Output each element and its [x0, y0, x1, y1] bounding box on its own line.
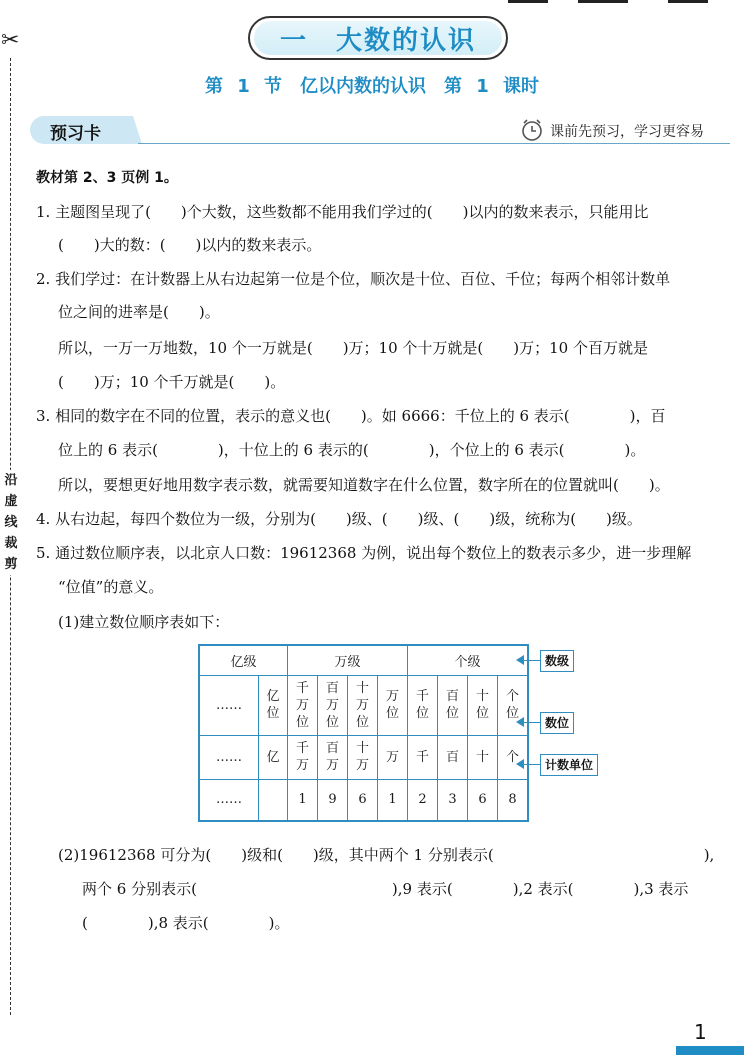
scissors-icon: ✂ — [1, 28, 20, 53]
place-cell: 亿 位 — [259, 675, 288, 735]
question-2-line-3: 所以，一万一万地数，10 个一万就是( )万；10 个十万就是( )万；10 个百万就是 — [58, 339, 648, 357]
question-2-line-1: 2. 我们学过：在计数器上从右边起第一位是个位，顺次是十位、百位、千位；每两个相邻计数单 — [36, 270, 671, 288]
unit-cell: 百 万 — [318, 735, 348, 779]
preview-label: 预习卡 — [50, 124, 101, 144]
digit-cell — [259, 779, 288, 821]
unit-cell: 个 — [498, 735, 529, 779]
question-5-sub-1: (1)建立数位顺序表如下： — [58, 613, 230, 631]
digit-cell: 1 — [378, 779, 408, 821]
level-cell: 亿级 — [199, 645, 288, 675]
digit-cell: 8 — [498, 779, 529, 821]
unit-cell: 十 万 — [348, 735, 378, 779]
place-cell: 百 位 — [438, 675, 468, 735]
cut-label: 沿 虚 线 裁 剪 — [2, 470, 20, 575]
place-cell: 千 位 — [408, 675, 438, 735]
question-5-line-1: 5. 通过数位顺序表，以北京人口数：19612368 为例，说出每个数位上的数表示多少，进一步理解 — [36, 544, 692, 562]
place-cell: 万 位 — [378, 675, 408, 735]
place-tag: 数位 — [540, 712, 574, 734]
question-5-line-2: “位值”的意义。 — [58, 578, 164, 596]
place-cell: 百 万 位 — [318, 675, 348, 735]
place-cell: 千 万 位 — [288, 675, 318, 735]
section-title: 第 1 节 亿以内数的认识 第 1 课时 — [204, 76, 540, 97]
unit-cell: 万 — [378, 735, 408, 779]
page-bar — [676, 1046, 744, 1055]
top-mark — [508, 0, 548, 3]
level-cell: 万级 — [288, 645, 408, 675]
unit-cell: 十 — [468, 735, 498, 779]
unit-cell: …… — [199, 735, 259, 779]
question-3-line-1: 3. 相同的数字在不同的位置，表示的意义也( )。如 6666：千位上的 6 表示( )，百 — [36, 407, 666, 425]
question-1-line-2: ( )大的数：( )以内的数来表示。 — [58, 236, 322, 254]
page-number: 1 — [694, 1020, 707, 1044]
question-3-line-2: 位上的 6 表示( )，十位上的 6 表示的( )，个位上的 6 表示( )。 — [58, 441, 646, 459]
question-1-line-1: 1. 主题图呈现了( )个大数，这些数都不能用我们学过的( )以内的数来表示，只能用比 — [36, 203, 649, 221]
level-tag: 数级 — [540, 650, 574, 672]
preview-card-header — [30, 116, 730, 146]
question-3-line-3: 所以，要想更好地用数字表示数，就需要知道数字在什么位置，数字所在的位置就叫( )。 — [58, 476, 670, 494]
intro-text: 教材第 2、3 页例 1。 — [36, 170, 178, 186]
preview-tip: 课前先预习，学习更容易 — [550, 124, 704, 140]
arrow-icon — [518, 764, 540, 765]
digit-cell: 6 — [348, 779, 378, 821]
unit-cell: 千 万 — [288, 735, 318, 779]
arrow-icon — [518, 660, 540, 661]
question-2-line-4: ( )万；10 个千万就是( )。 — [58, 373, 286, 391]
table-row — [199, 735, 528, 779]
question-2-line-2: 位之间的进率是( )。 — [58, 303, 220, 321]
clock-icon — [520, 118, 544, 142]
digit-cell: 2 — [408, 779, 438, 821]
top-mark — [578, 0, 628, 3]
place-cell: …… — [199, 675, 259, 735]
chapter-title: 一 大数的认识 — [279, 25, 476, 56]
table-row — [199, 779, 528, 821]
unit-tag: 计数单位 — [540, 754, 598, 776]
top-mark — [668, 0, 708, 3]
unit-cell: 百 — [438, 735, 468, 779]
place-value-table — [198, 644, 529, 822]
place-cell: 个 位 — [498, 675, 529, 735]
question-4-line-1: 4. 从右边起，每四个数位为一级，分别为( )级、( )级、( )级，统称为( )级。 — [36, 510, 642, 528]
question-5-sub-2-line-2: 两个 6 分别表示( ),9 表示( ),2 表示( ),3 表示 — [82, 880, 689, 898]
digit-cell: 9 — [318, 779, 348, 821]
digit-cell: 6 — [468, 779, 498, 821]
question-5-sub-2-line-1: (2)19612368 可分为( )级和( )级，其中两个 1 分别表示( ), — [58, 846, 715, 864]
chapter-title-box — [248, 16, 508, 60]
question-5-sub-2-line-3: ( ),8 表示( )。 — [82, 914, 290, 932]
level-cell: 个级 — [408, 645, 529, 675]
unit-cell: 千 — [408, 735, 438, 779]
arrow-icon — [518, 722, 540, 723]
digit-cell: 3 — [438, 779, 468, 821]
table-row — [199, 645, 528, 675]
place-cell: 十 位 — [468, 675, 498, 735]
place-cell: 十 万 位 — [348, 675, 378, 735]
unit-cell: 亿 — [259, 735, 288, 779]
table-row — [199, 675, 528, 735]
digit-cell: 1 — [288, 779, 318, 821]
digit-cell: …… — [199, 779, 259, 821]
